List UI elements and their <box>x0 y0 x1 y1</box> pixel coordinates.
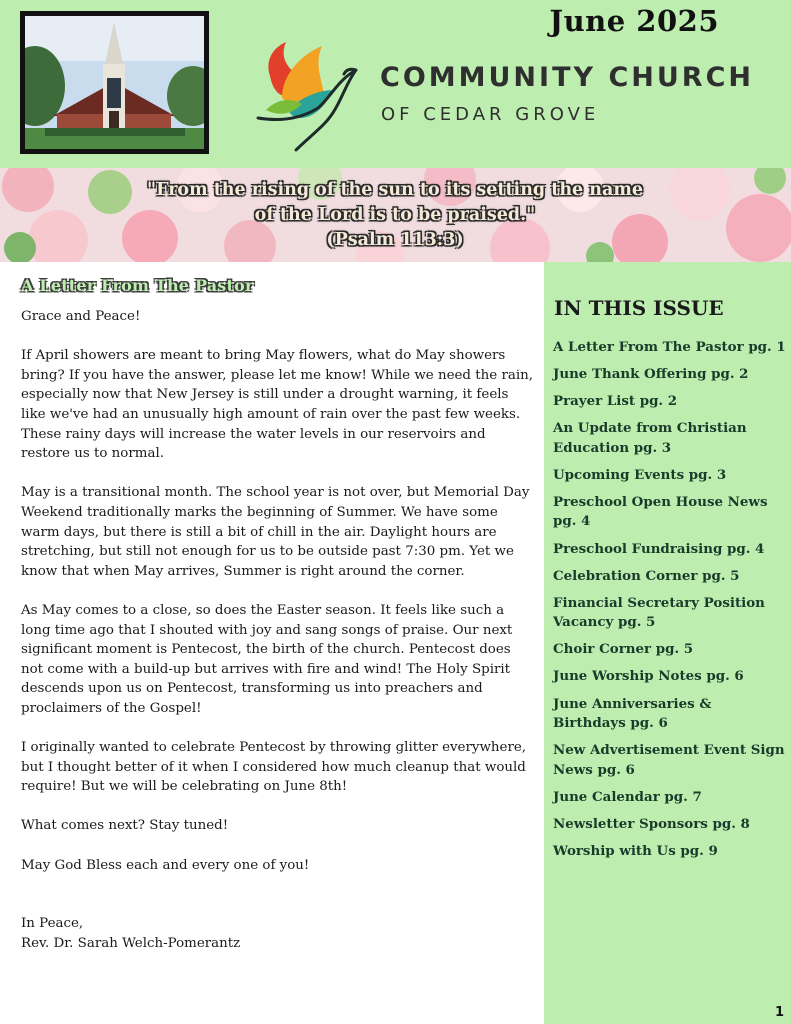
toc-item[interactable]: Upcoming Events pg. 3 <box>553 466 727 483</box>
toc-item[interactable]: New Advertisement Event Sign News pg. 6 <box>553 742 785 778</box>
table-of-contents <box>544 262 791 1024</box>
letter-paragraph: If April showers are meant to bring May flowers, what do May showers bring? If you have the answer, please let me know! While we need the rain, especially now that New Jersey is still under a drought warning, it feels like we've had an unusually high amount of rain over the past few weeks. These rainy days will increase the water levels in our reservoirs and restore us to normal. <box>21 348 533 462</box>
letter-closing <box>21 914 536 953</box>
letter-paragraph: As May comes to a close, so does the Easter season. It feels like such a long time ago that I shouted with joy and sang songs of praise. Our next significant moment is Pentecost, the birth of the church. Pentecost does not come with a build-up but arrives with fire and wind! The Holy Spirit descends upon us on Pentecost, transforming us into preachers and proclaimers of the Gospel! <box>21 602 513 716</box>
letter-signoff: In Peace, <box>21 916 84 932</box>
toc-item[interactable]: Worship with Us pg. 9 <box>553 842 718 859</box>
letter-paragraph: May is a transitional month. The school year is not over, but Memorial Day Weekend traditionally marks the beginning of Summer. We have some warm days, but there is still a bit of chill in the air. Daylight hours are stretching, but still not enough for us to be outside past 7:30 pm. Yet we know that when May arrives, Summer is right around the corner. <box>21 485 530 579</box>
section-title: A Letter From The Pastor <box>21 276 254 295</box>
toc-item[interactable]: June Worship Notes pg. 6 <box>553 668 744 685</box>
page-number: 1 <box>774 1005 784 1020</box>
verse-reference: (Psalm 113:3) <box>326 230 464 250</box>
toc-item[interactable]: June Calendar pg. 7 <box>553 788 702 805</box>
letter-paragraph: May God Bless each and every one of you! <box>21 857 310 873</box>
pastor-letter <box>21 276 536 953</box>
toc-item[interactable]: Preschool Open House News pg. 4 <box>553 493 768 530</box>
dove-flame-logo-icon <box>252 38 362 154</box>
toc-item[interactable]: Prayer List pg. 2 <box>553 393 678 410</box>
toc-item[interactable]: Newsletter Sponsors pg. 8 <box>553 815 750 832</box>
organization-name: COMMUNITY CHURCH <box>380 62 754 93</box>
toc-list <box>553 338 788 869</box>
masthead <box>0 0 791 168</box>
toc-item[interactable]: Financial Secretary Position Vacancy pg. 5 <box>553 594 765 631</box>
toc-item[interactable]: A Letter From The Pastor pg. 1 <box>553 339 786 355</box>
toc-item[interactable]: June Anniversaries & Birthdays pg. 6 <box>553 695 712 732</box>
verse-line-2: of the Lord is to be praised." <box>254 205 536 225</box>
church-photo <box>20 11 209 154</box>
letter-greeting: Grace and Peace! <box>21 309 141 324</box>
toc-item[interactable]: Choir Corner pg. 5 <box>553 641 694 658</box>
verse-line-1: "From the rising of the sun to its setting the name <box>146 180 644 200</box>
issue-date: June 2025 <box>549 4 719 38</box>
toc-item[interactable]: Celebration Corner pg. 5 <box>553 567 740 584</box>
letter-paragraph: I originally wanted to celebrate Pentecost by throwing glitter everywhere, but I thought better of it when I considered how much cleanup that would require! But we will be celebrating on June 8th! <box>21 740 527 795</box>
letter-paragraph: What comes next? Stay tuned! <box>21 818 229 834</box>
scripture-verse <box>130 178 660 253</box>
toc-item[interactable]: An Update from Christian Education pg. 3 <box>553 420 747 456</box>
letter-signature: Rev. Dr. Sarah Welch-Pomerantz <box>21 935 241 951</box>
toc-item[interactable]: Preschool Fundraising pg. 4 <box>553 540 765 557</box>
letter-body <box>21 307 536 953</box>
verse-banner <box>0 168 791 262</box>
toc-title: IN THIS ISSUE <box>554 296 724 320</box>
toc-item[interactable]: June Thank Offering pg. 2 <box>553 366 749 383</box>
organization-subtitle: OF CEDAR GROVE <box>381 104 600 125</box>
